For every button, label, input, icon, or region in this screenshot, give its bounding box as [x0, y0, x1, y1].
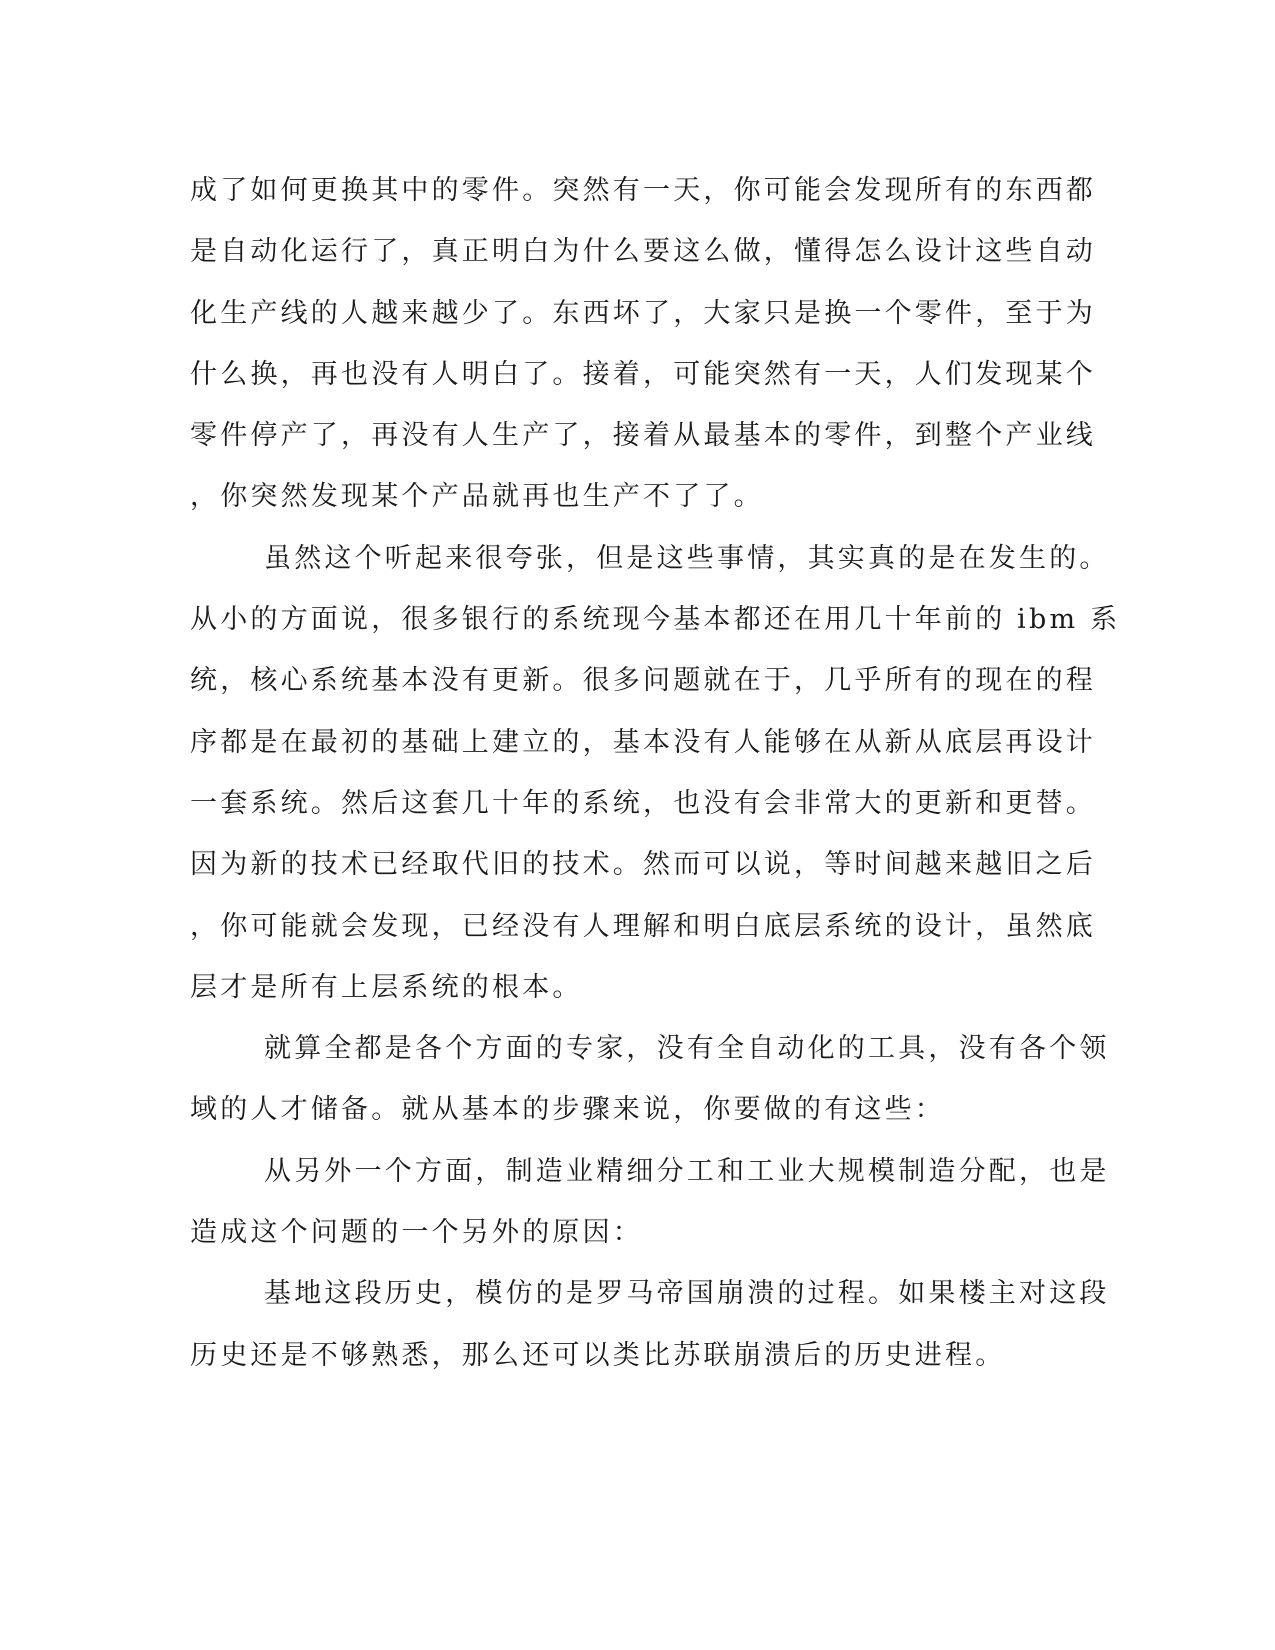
text-line: ，你可能就会发现，已经没有人理解和明白底层系统的设计，虽然底 [190, 910, 1096, 942]
text-line: 就算全都是各个方面的专家，没有全自动化的工具，没有各个领 [264, 1033, 1110, 1065]
text-line: 基地这段历史，模仿的是罗马帝国崩溃的过程。如果楼主对这段 [264, 1278, 1110, 1310]
text-line: 虽然这个听起来很夸张，但是这些事情，其实真的是在发生的。 [264, 542, 1110, 574]
text-line: 序都是在最初的基础上建立的，基本没有人能够在从新从底层再设计 [190, 726, 1096, 758]
text-line: 因为新的技术已经取代旧的技术。然而可以说，等时间越来越旧之后 [190, 849, 1096, 881]
document-body [190, 160, 1121, 1386]
text-line: 零件停产了，再没有人生产了，接着从最基本的零件，到整个产业线 [190, 420, 1096, 452]
paragraph-5 [190, 1263, 1110, 1386]
text-line: 历史还是不够熟悉，那么还可以类比苏联崩溃后的历史进程。 [190, 1339, 1006, 1371]
text-line: 成了如何更换其中的零件。突然有一天，你可能会发现所有的东西都 [190, 175, 1096, 206]
paragraph-4 [190, 1141, 1110, 1264]
paragraph-3 [190, 1018, 1110, 1141]
paragraph-1 [190, 160, 1096, 528]
text-line: 从另外一个方面，制造业精细分工和工业大规模制造分配，也是 [264, 1155, 1110, 1187]
text-line: 造成这个问题的一个另外的原因： [190, 1217, 643, 1249]
text-line: 域的人才储备。就从基本的步骤来说，你要做的有这些： [190, 1094, 945, 1126]
text-line: 统，核心系统基本没有更新。很多问题就在于，几乎所有的现在的程 [190, 665, 1096, 697]
text-line: 层才是所有上层系统的根本。 [190, 971, 583, 1003]
text-line: 一套系统。然后这套几十年的系统，也没有会非常大的更新和更替。 [190, 787, 1096, 819]
text-line: 从小的方面说，很多银行的系统现今基本都还在用几十年前的 ibm 系 [190, 604, 1121, 636]
text-line: 什么换，再也没有人明白了。接着，可能突然有一天，人们发现某个 [190, 358, 1096, 390]
paragraph-2 [190, 528, 1121, 1018]
text-line: 化生产线的人越来越少了。东西坏了，大家只是换一个零件，至于为 [190, 297, 1096, 329]
text-line: ，你突然发现某个产品就再也生产不了了。 [190, 481, 764, 513]
text-line: 是自动化运行了，真正明白为什么要这么做，懂得怎么设计这些自动 [190, 236, 1096, 268]
